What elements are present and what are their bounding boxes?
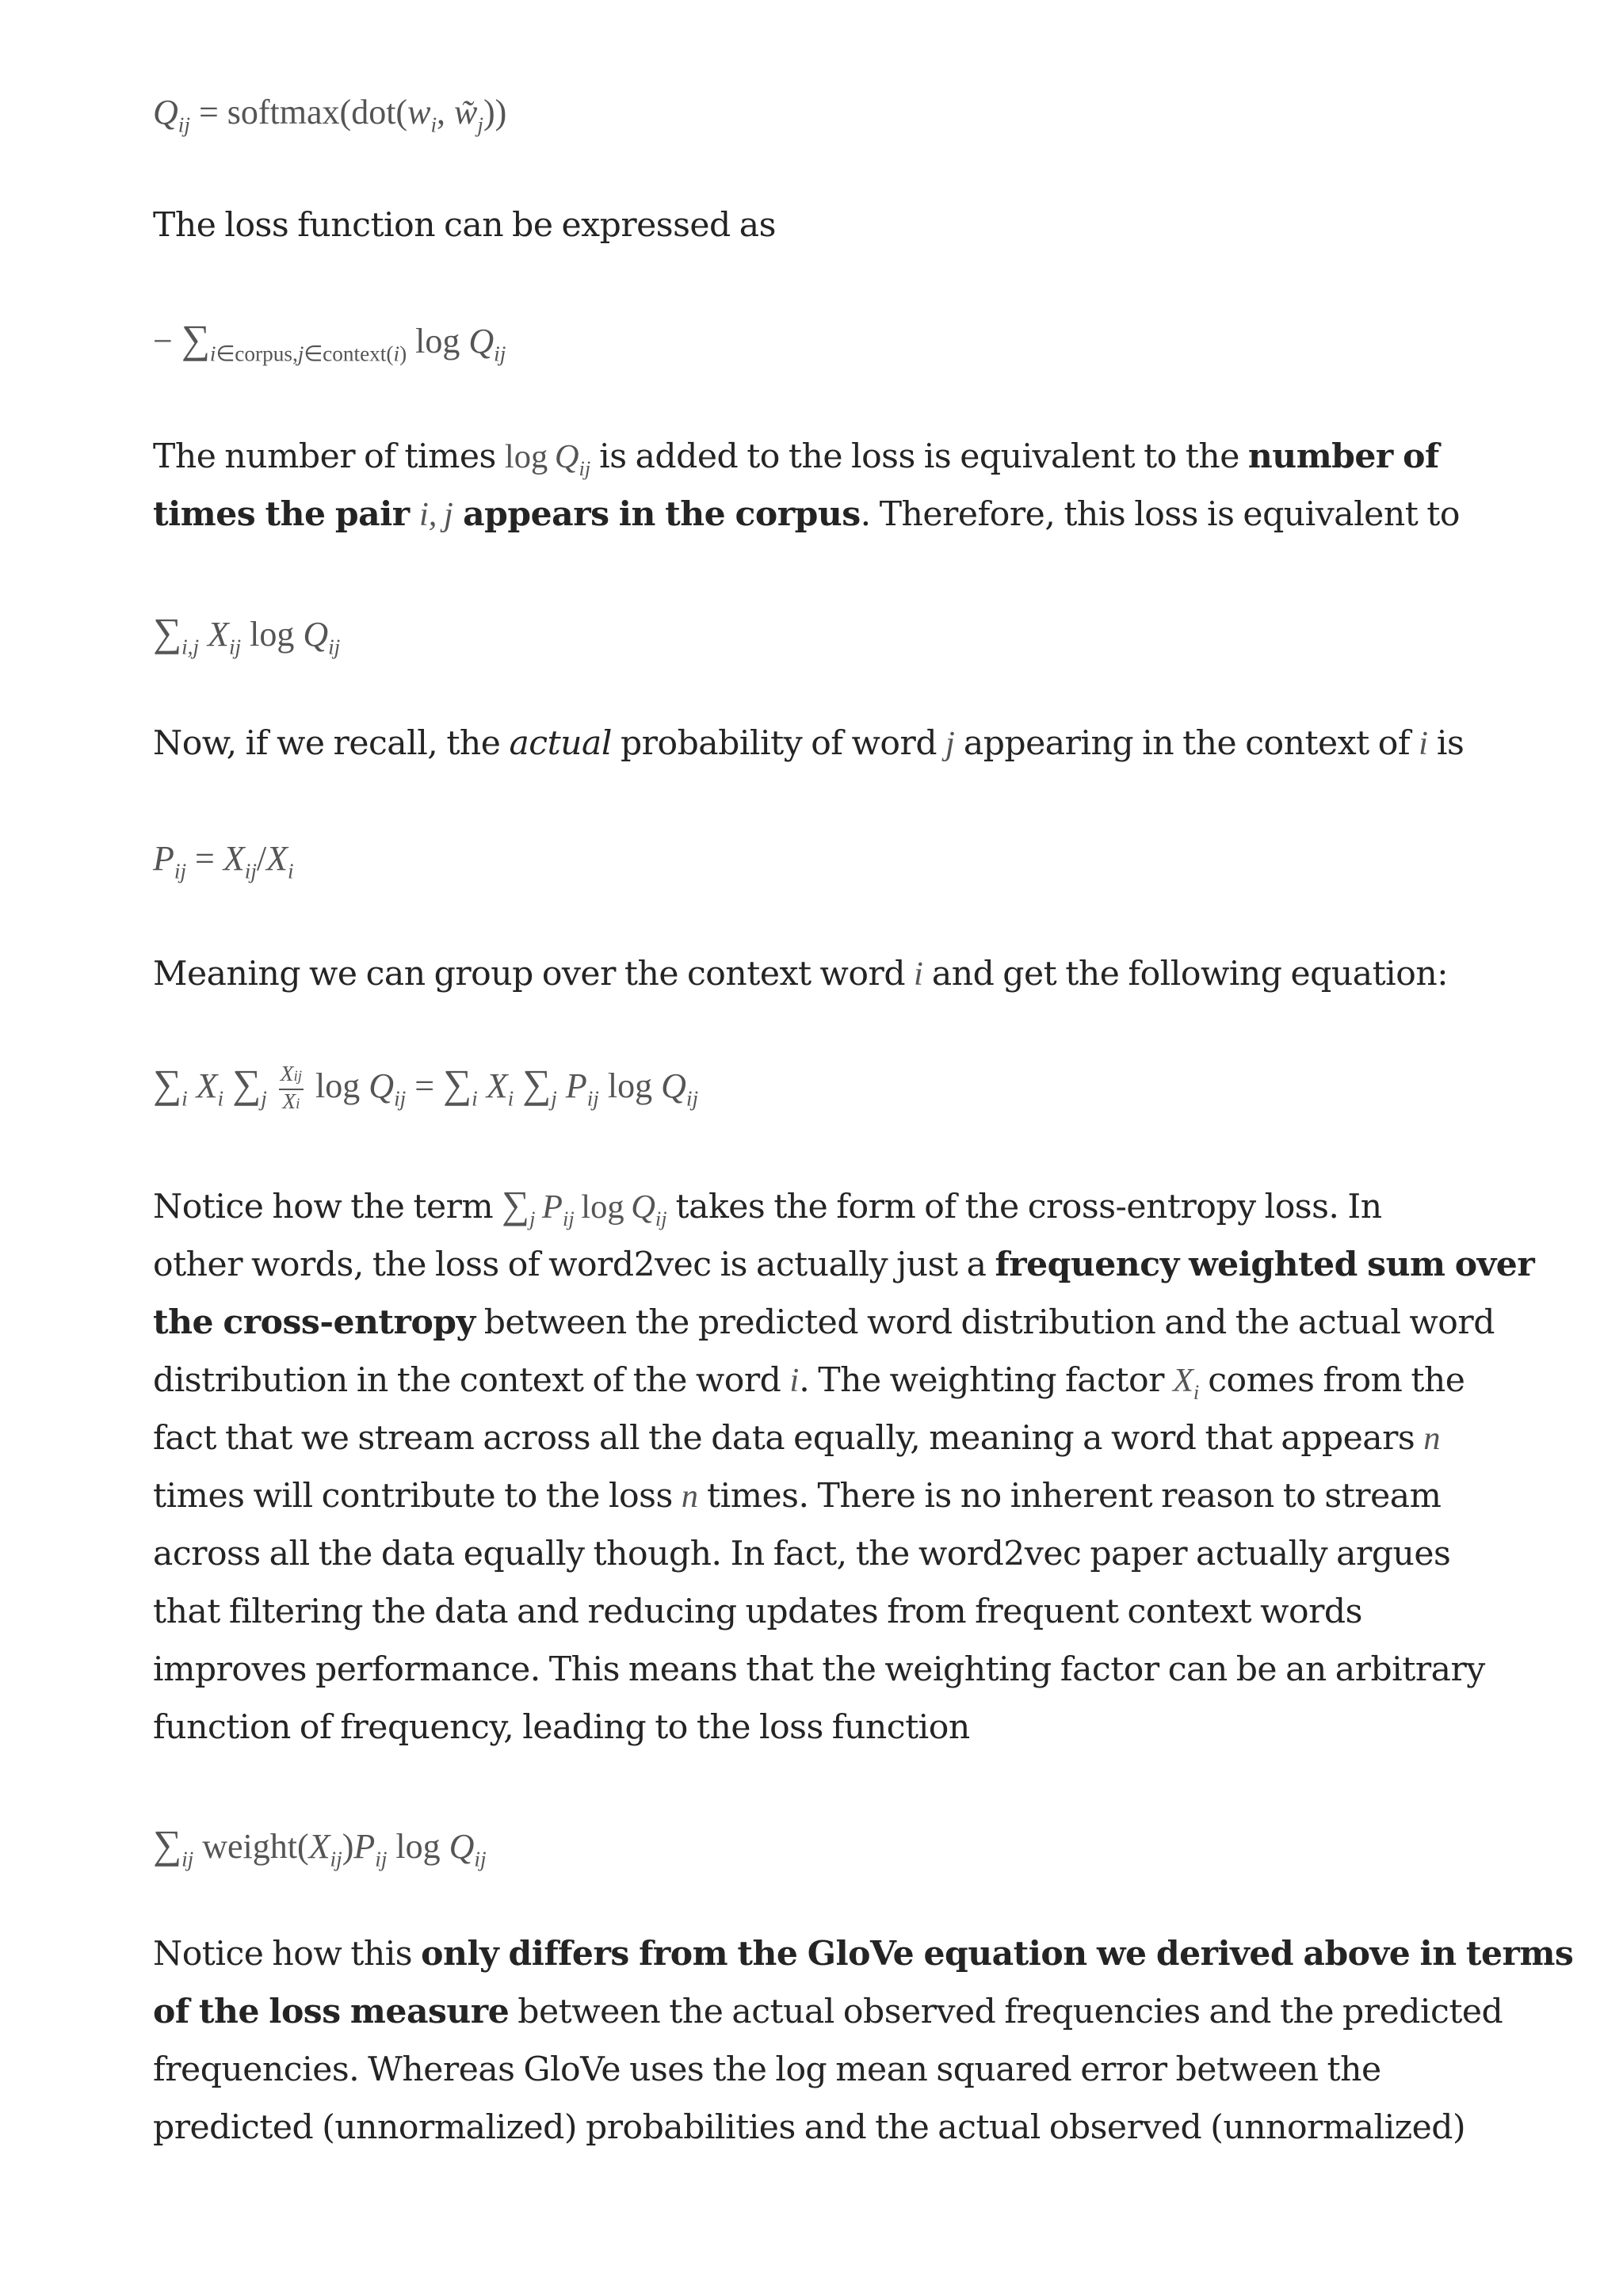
equation-weighted: $\sum_{ij}$ $weight(X_{ij})P_{ij}$ $\log Q_{ij}$ (153, 1822, 487, 1871)
equation-softmax: $Q_{ij}$ = $softmax(dot(w_i$, $w̃_j$)) (153, 93, 507, 137)
paragraph-recall: Now, if we recall, the actual probability of word j appearing in the context of i is (153, 724, 1465, 763)
paragraph-loss-intro: The loss function can be expressed as (153, 206, 776, 245)
equation-loss: − $\sum_{i\in corpus,j\in context(i)}$ $\log Q_{ij}$ (153, 317, 506, 366)
paragraph-number-of-times: The number of times $\log Q_{ij}$ is added to the loss is equivalent to the number of times the pair i, j appears in the corpus. Therefore, this loss is equivalent to (153, 437, 1460, 534)
equation-grouped: $\sum_i$ $X_i$ $\sum_j$ $\frac{\text{Xij}}{Xi}$ $\log Q_{ij} = \sum_i$ $X_i$ $\sum_j$ $P_{ij}$ $\log Q_{ij}$ (153, 1062, 699, 1113)
equation-pij: $P_{ij} = X_{ij}/X_i$ (153, 839, 294, 883)
paragraph-meaning: Meaning we can group over the context word i and get the following equation: (153, 955, 1449, 994)
paragraph-glove-comparison: Notice how this only differs from the GloVe equation we derived above in terms of the loss measure between the actual observed frequencies and the predicted frequencies. Whereas GloVe uses the log mean squared error between the predicted (unnormalized) probabilities and the actual observed (unnormalized) (153, 1934, 1574, 2147)
equation-sum-xij: $\sum_{i,j}$ $X_{ij}$ $\log Q_{ij}$ (153, 610, 341, 659)
paragraph-notice-cross-entropy: Notice how the term $\sum_j$ $P_{ij}$ $\log Q_{ij}$ takes the form of the cross-entropy loss. In other words, the loss of word2vec is actually just a frequency weighted sum over the cross-entropy between the predicted word distribution and the actual word distribution in the context of the word i. The weighting factor $X_i$ comes from the fact that we stream across all the data equally, meaning a word that appears n times will contribute to the loss n times. There is no inherent reason to stream across all the data equally though. In fact, the word2vec paper actually argues that filtering the data and reducing updates from frequent context words improves performance. This means that the weighting factor can be an arbitrary function of frequency, leading to the loss function (153, 1183, 1535, 1747)
